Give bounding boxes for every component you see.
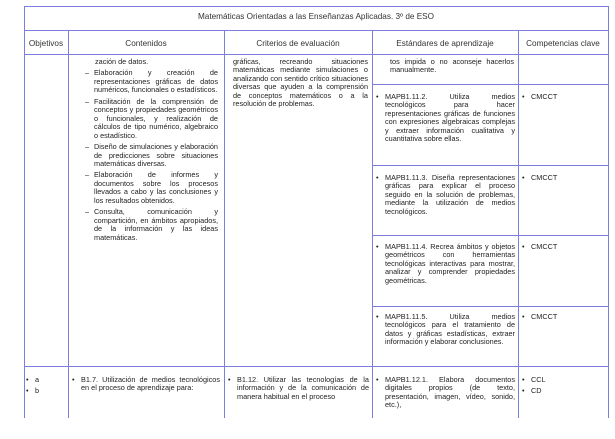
header-objetivos: Objetivos	[28, 39, 64, 48]
list-dot: •	[72, 375, 75, 384]
competencia-value: CMCCT	[531, 242, 558, 251]
competencia-value: CD	[531, 386, 542, 396]
table-title: Matemáticas Orientadas a las Enseñanzas Aplicadas. 3º de ESO	[197, 12, 434, 21]
list-dot: •	[522, 386, 525, 396]
list-item-text: Elaboración de informes y documentos sobre los procesos llevados a cabo y las conclusiones y los resultados obtenidos.	[94, 170, 218, 205]
objetivo-value: b	[35, 386, 40, 396]
list-bullet: –	[85, 170, 90, 180]
estandar-text: MAPB1.12.1. Elabora documentos digitales propios (de texto, presentación, imagen, vídeo, sonido, etc.),	[385, 375, 515, 410]
estandar-cell	[376, 243, 515, 285]
list-dot: •	[376, 242, 379, 251]
col-divider-estandares	[518, 30, 519, 418]
list-dot: •	[376, 173, 379, 182]
list-bullet: –	[85, 96, 90, 106]
contenido-text: B1.7. Utilización de medios tecnológicos en el proceso de aprendizaje para:	[81, 375, 220, 393]
std-divider-1	[372, 84, 608, 85]
list-item-text: Consulta, comunicación y compartición, en ámbitos apropiados, de la información y las ideas matemáticas.	[94, 207, 218, 242]
criterios-cell	[229, 58, 368, 109]
objetivos-cell	[26, 376, 66, 396]
estandar-text: Recrea ámbitos y objetos geométricos con herramientas tecnológicas interactivas para mostrar, analizar y comprender propiedades geométricas.	[385, 242, 515, 285]
list-item	[72, 376, 220, 393]
estandar-code: MAPB1.11.4.	[385, 242, 428, 251]
header-criterios: Criterios de evaluación	[256, 39, 340, 48]
list-dot: •	[522, 173, 525, 182]
list-item	[85, 208, 218, 242]
estandares-continuation-cell	[380, 58, 514, 75]
criterio-cell	[228, 376, 369, 401]
contenido-cell	[72, 376, 220, 393]
list-item	[85, 98, 218, 140]
contenidos-cell	[85, 58, 218, 242]
table-border-left	[24, 6, 25, 418]
header-row-bottom	[24, 54, 608, 55]
criterios-continuation: gráficas, recreando situaciones matemáticas mediante simulaciones o analizando con sentido crítico situaciones diversas que ayuden a la comprensión de conceptos matemáticos o a la resolución de problemas.	[233, 57, 368, 109]
list-item	[228, 376, 369, 401]
list-dot: •	[228, 375, 231, 384]
criterio-text: B1.12. Utilizar las tecnologías de la información y de la comunicación de manera habitual en el proceso	[237, 375, 369, 401]
std-divider-2	[372, 165, 608, 166]
list-item	[26, 376, 66, 384]
list-item	[376, 313, 515, 347]
table-border-top	[24, 6, 608, 7]
competencia-cell	[522, 174, 557, 182]
list-dot: •	[26, 375, 29, 384]
competencia-cell	[522, 243, 557, 251]
list-dot: •	[522, 92, 525, 101]
competencia-value: CMCCT	[531, 173, 558, 182]
list-item	[376, 174, 515, 216]
list-item	[376, 376, 515, 410]
list-item	[376, 93, 515, 144]
table-border-right	[608, 6, 609, 418]
contenidos-continuation: zación de datos.	[95, 57, 149, 66]
competencia-cell	[522, 313, 557, 321]
list-dot: •	[376, 375, 379, 384]
list-dot: •	[376, 312, 379, 321]
estandar-cell	[376, 93, 515, 144]
competencia-value: CMCCT	[531, 312, 558, 321]
competencia-value: CCL	[531, 375, 546, 384]
list-item	[85, 171, 218, 205]
list-dot: •	[522, 312, 525, 321]
title-row-bottom	[24, 30, 608, 31]
list-item-text: Facilitación de la comprensión de conceptos y propiedades geométricos o funcionales, y realización de cálculos de tipo numérico, algebraico o estadístico.	[94, 96, 218, 140]
col-divider-criterios	[372, 30, 373, 418]
estandares-continuation: tos impida o no aconseje hacerlos manualmente.	[390, 57, 514, 75]
row-divider	[24, 366, 608, 367]
estandar-cell	[376, 313, 515, 347]
header-estandares: Estándares de aprendizaje	[396, 39, 494, 48]
list-dot: •	[26, 386, 29, 396]
col-divider-objetivos	[68, 30, 69, 418]
list-dot: •	[522, 375, 525, 384]
std-divider-4	[372, 306, 608, 307]
estandar-cell	[376, 174, 515, 216]
list-item-text: Elaboración y creación de representaciones gráficas de datos numéricos, funcionales o estadísticos.	[94, 68, 218, 95]
objetivo-value: a	[35, 375, 40, 384]
list-item	[522, 376, 602, 384]
col-divider-contenidos	[224, 30, 225, 418]
competencias-cell	[522, 376, 602, 396]
estandar-code: MAPB1.11.5.	[385, 312, 428, 321]
estandar-cell	[376, 376, 515, 410]
estandar-text: Utiliza medios tecnológicos para el tratamiento de datos y gráficas estadísticas, extraer información y elaborar conclusiones.	[385, 312, 515, 347]
list-bullet: –	[85, 207, 90, 217]
estandar-code: MAPB1.11.3.	[385, 173, 428, 182]
list-item-text: Diseño de simulaciones y elaboración de predicciones sobre situaciones matemáticas diversas.	[94, 142, 218, 168]
std-divider-3	[372, 235, 608, 236]
header-contenidos: Contenidos	[125, 39, 167, 48]
estandar-text: Utiliza medios tecnológicos para hacer representaciones gráficas de funciones con expresiones algebraicas complejas y extraer información cualitativa y cuantitativa sobre ellas.	[385, 92, 515, 144]
list-bullet: –	[85, 142, 90, 152]
header-competencias: Competencias clave	[526, 39, 600, 48]
list-bullet: –	[85, 68, 90, 78]
list-item	[376, 243, 515, 285]
list-dot: •	[522, 242, 525, 251]
estandar-code: MAPB1.11.2.	[385, 92, 428, 101]
estandar-text: Diseña representaciones gráficas para explicar el proceso seguido en la solución de problemas, mediante la utilización de medios tecnológicos.	[385, 173, 516, 216]
list-item	[85, 143, 218, 168]
list-item	[26, 387, 66, 395]
competencia-value: CMCCT	[531, 92, 558, 101]
list-item	[522, 387, 602, 395]
competencia-cell	[522, 93, 557, 101]
list-item	[85, 69, 218, 94]
list-dot: •	[376, 92, 379, 101]
